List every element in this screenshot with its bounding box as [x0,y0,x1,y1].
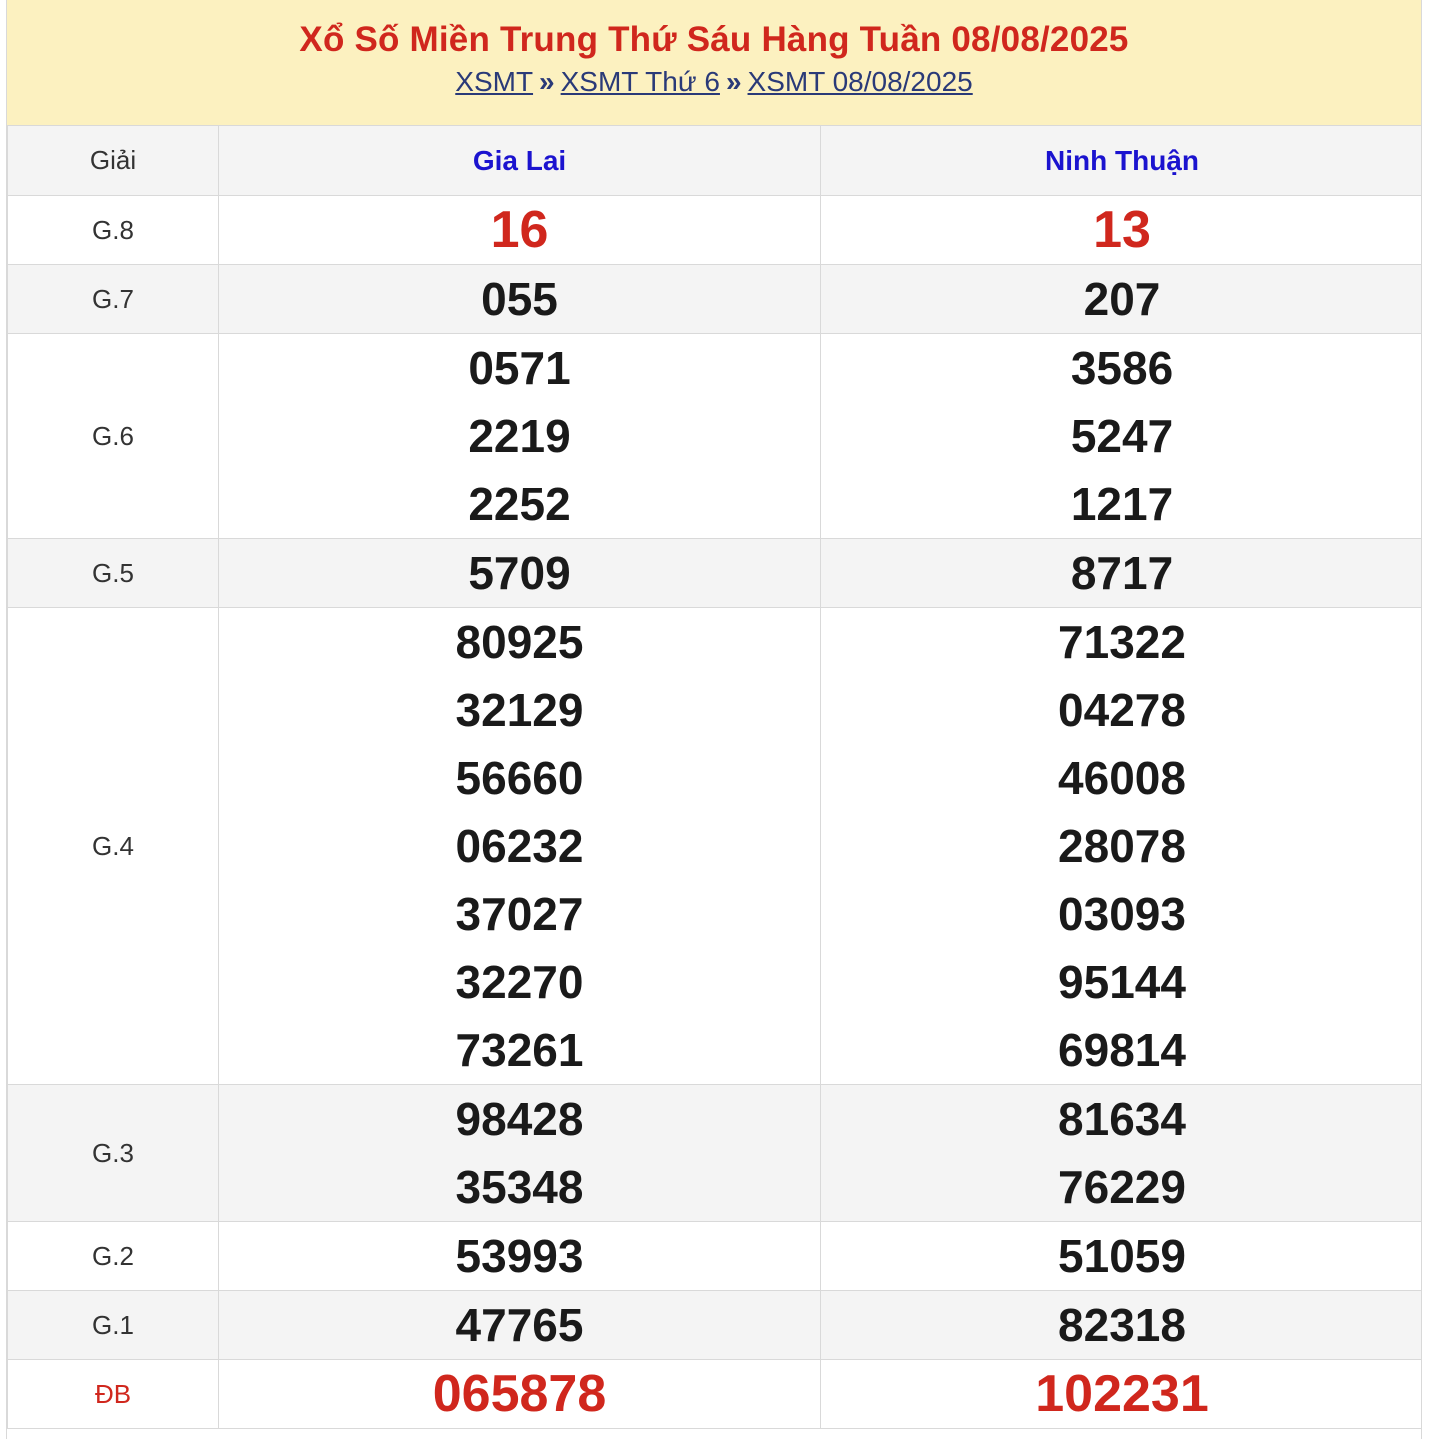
prize-label: G.5 [8,539,219,608]
breadcrumb-separator: » [539,66,555,97]
table-header-row [8,126,1423,196]
result-cell-ninh-thuan [821,1291,1423,1360]
prize-label: G.7 [8,265,219,334]
result-number: 73261 [455,1024,584,1076]
result-number: 055 [481,273,558,325]
prize-label: G.6 [8,334,219,539]
result-cell-gia-lai [219,1360,821,1429]
result-number: 102231 [1035,1365,1209,1423]
result-number: 207 [1083,273,1161,325]
page-title: Xổ Số Miền Trung Thứ Sáu Hàng Tuần 08/08/2025 [299,20,1129,59]
result-cell-ninh-thuan [821,265,1423,334]
result-number: 2252 [468,478,571,530]
province-header-ninh-thuan: Ninh Thuận [821,126,1423,196]
table-row [8,334,1423,539]
result-cell-ninh-thuan [821,539,1423,608]
result-number: 065878 [432,1365,607,1423]
result-number: 06232 [455,820,584,872]
result-cell-ninh-thuan [821,1085,1423,1222]
prize-column-header: Giải [8,126,219,196]
result-number: 3586 [1070,342,1174,394]
table-row [8,265,1423,334]
result-number: 51059 [1058,1230,1186,1282]
result-number: 32270 [455,956,584,1008]
result-cell-gia-lai [219,608,821,1085]
result-number: 81634 [1058,1093,1186,1145]
table-row [8,1222,1423,1291]
results-panel [6,0,1422,1439]
breadcrumb [7,65,1421,99]
result-cell-gia-lai [219,539,821,608]
table-row [8,196,1423,265]
result-number: 16 [490,201,549,259]
table-row [8,1085,1423,1222]
prize-label: G.1 [8,1291,219,1360]
result-cell-ninh-thuan [821,196,1423,265]
prize-label: G.2 [8,1222,219,1291]
result-cell-gia-lai [219,196,821,265]
result-number: 5247 [1070,410,1174,462]
prize-label: ĐB [8,1360,219,1429]
result-number: 56660 [455,752,584,804]
result-number: 5709 [468,547,571,599]
result-number: 0571 [468,342,571,394]
breadcrumb-link-xsmt-thu-6[interactable]: XSMT Thứ 6 [560,66,720,97]
result-cell-ninh-thuan [821,1360,1423,1429]
result-number: 04278 [1058,684,1186,736]
result-cell-gia-lai [219,1222,821,1291]
result-number: 37027 [455,888,584,940]
results-table [7,126,1422,1429]
result-number: 28078 [1058,820,1186,872]
table-row [8,539,1423,608]
result-number: 13 [1093,201,1151,259]
prize-label: G.4 [8,608,219,1085]
result-number: 80925 [455,616,584,668]
result-number: 2219 [468,410,571,462]
result-cell-ninh-thuan [821,334,1423,539]
result-cell-ninh-thuan [821,608,1423,1085]
table-row [8,1291,1423,1360]
result-number: 46008 [1058,752,1186,804]
breadcrumb-link-xsmt-date[interactable]: XSMT 08/08/2025 [747,66,973,97]
result-number: 8717 [1070,547,1174,599]
prize-label: G.3 [8,1085,219,1222]
breadcrumb-separator: » [725,66,742,97]
result-number: 82318 [1058,1299,1186,1351]
result-cell-gia-lai [219,334,821,539]
result-number: 03093 [1058,888,1186,940]
table-row [8,608,1423,1085]
result-cell-gia-lai [219,1085,821,1222]
table-row [8,1360,1423,1429]
result-number: 71322 [1058,616,1186,668]
result-number: 1217 [1070,478,1174,530]
results-header [7,0,1421,126]
result-number: 98428 [455,1093,584,1145]
result-number: 53993 [455,1230,584,1282]
result-cell-ninh-thuan [821,1222,1423,1291]
result-cell-gia-lai [219,1291,821,1360]
result-number: 95144 [1058,956,1186,1008]
result-cell-gia-lai [219,265,821,334]
result-number: 47765 [455,1299,584,1351]
result-number: 35348 [455,1161,584,1213]
result-number: 76229 [1058,1161,1186,1213]
province-header-gia-lai: Gia Lai [219,126,821,196]
breadcrumb-link-xsmt[interactable]: XSMT [455,66,534,97]
prize-label: G.8 [8,196,219,265]
result-number: 69814 [1058,1024,1186,1076]
result-number: 32129 [455,684,584,736]
